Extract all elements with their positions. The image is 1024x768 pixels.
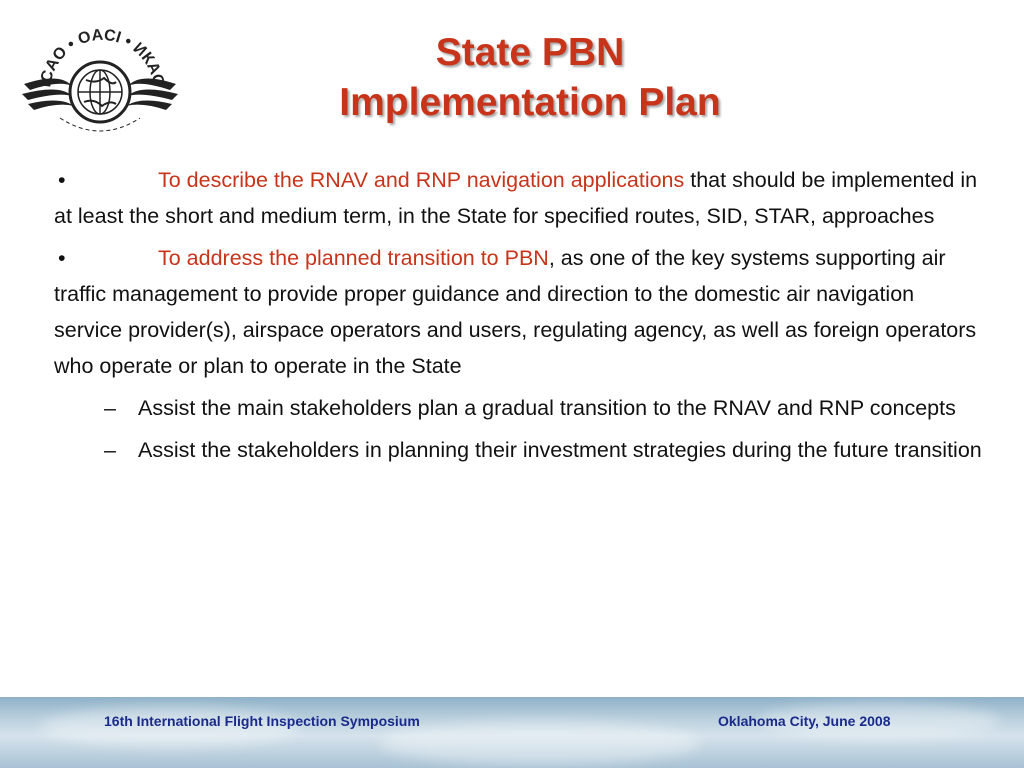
icao-emblem-icon [20,14,180,146]
sub-bullet-text: Assist the stakeholders in planning their investment strategies during the future transition [138,438,982,462]
title-line-2: Implementation Plan [339,81,721,124]
page-title [230,28,830,128]
bullet-highlight: To address the planned transition to PBN [158,246,549,270]
sub-bullet-text: Assist the main stakeholders plan a gradual transition to the RNAV and RNP concepts [138,396,956,420]
footer-event: 16th International Flight Inspection Symposium [104,713,420,729]
title-line-1: State PBN [435,31,625,74]
sub-bullet-marker: – [104,396,116,420]
svg-text:ICAO • OACI • ИКАО: ICAO • OACI • ИКАО [37,26,167,89]
bullet-text: , as one of the key systems supporting air traffic management to provide proper guidance and direction to the domestic air navigation service provider(s), airspace operators and users, regulating agency, as well as foreign operators who operate or plan to operate in the State [54,246,977,378]
bullet-marker: • [58,246,66,270]
slide-content [54,162,984,474]
footer-location-date: Oklahoma City, June 2008 [718,713,891,729]
footer-bar [0,697,1024,768]
bullet-item [54,240,984,384]
bullet-item [54,162,984,234]
sub-bullet-marker: – [104,438,116,462]
bullet-marker: • [58,168,66,192]
sub-bullet-item [104,390,984,426]
bullet-highlight: To describe the RNAV and RNP navigation applications [158,168,685,192]
sub-bullet-item [104,432,984,468]
bullet-text: that should be implemented in at least the short and medium term, in the State for specified routes, SID, STAR, approaches [54,168,978,228]
